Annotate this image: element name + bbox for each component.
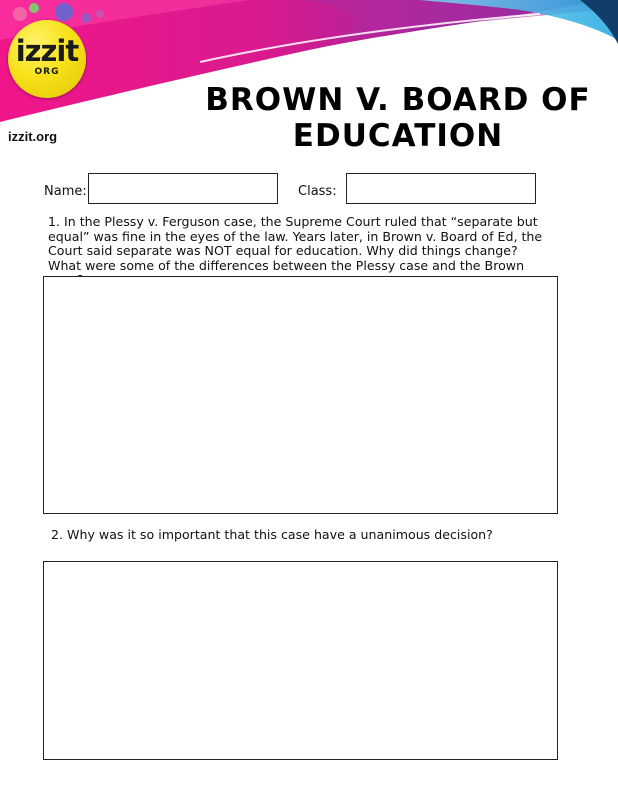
question-2: 2. Why was it so important that this case have a unanimous decision?: [51, 527, 493, 542]
name-label: Name:: [44, 184, 87, 199]
page-title: BROWN V. BOARD OF EDUCATION: [205, 82, 591, 154]
class-label: Class:: [298, 184, 337, 199]
site-label: izzit.org: [8, 129, 58, 144]
logo-subtext: ORG: [34, 67, 60, 77]
class-field[interactable]: [346, 173, 536, 204]
logo-text: izzit: [15, 34, 79, 68]
name-field[interactable]: [88, 173, 278, 204]
answer-box-1[interactable]: [43, 276, 558, 514]
answer-box-2[interactable]: [43, 561, 558, 760]
question-1: 1. In the Plessy v. Ferguson case, the Supreme Court ruled that “separate but equal” was fine in the eyes of the law. Years later, in Brown v. Board of Ed, the Court said separate was NOT equal for education. Why did things change? What were some of the differences between the Plessy case and the Brown: [48, 214, 543, 273]
izzit-logo: [8, 20, 86, 98]
